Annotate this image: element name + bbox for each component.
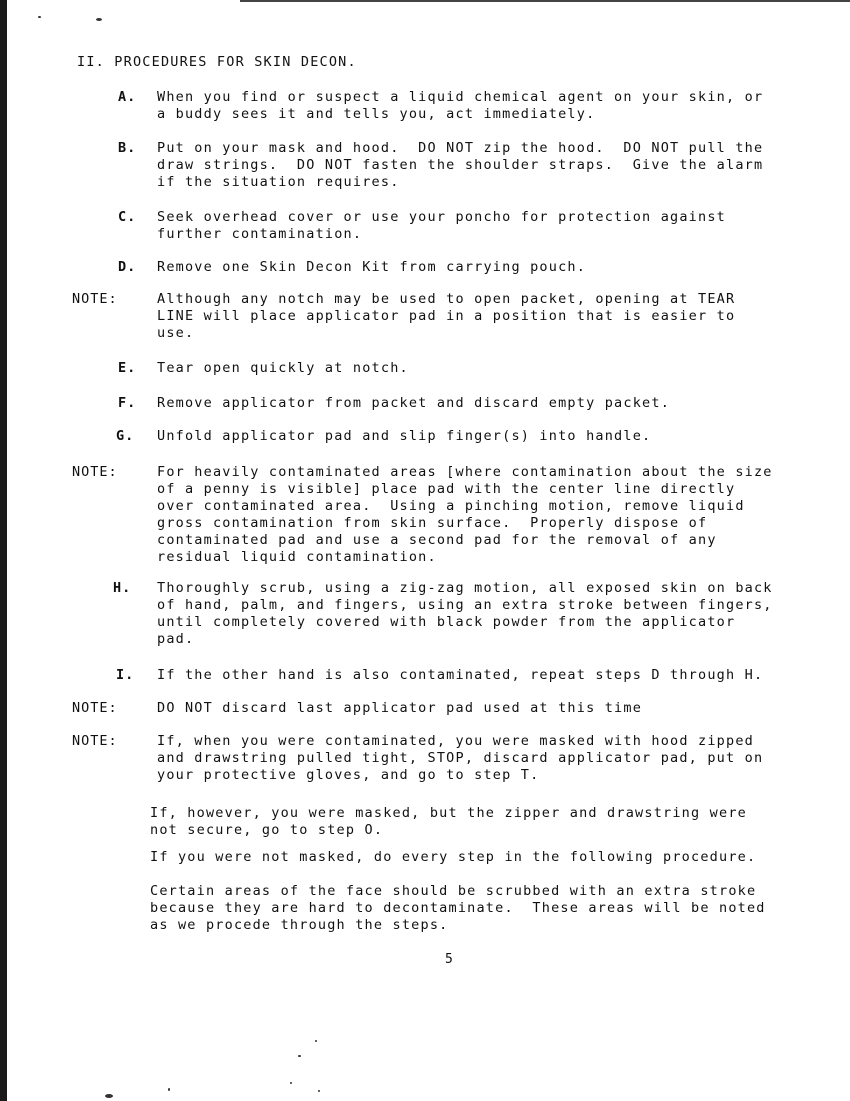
item-text [157,428,651,445]
text-line: Remove applicator from packet and discard empty packet. [157,395,671,411]
item-text [157,89,763,123]
text-line: Seek overhead cover or use your poncho for protection against [157,209,726,225]
text-line: if the situation requires. [157,174,400,190]
scan-top-rule [240,0,850,2]
text-line: over contaminated area. Using a pinching motion, remove liquid [157,498,745,514]
item-text [157,360,409,377]
text-line: Put on your mask and hood. DO NOT zip the hood. DO NOT pull the [157,140,764,156]
step-label: B. [118,140,137,156]
text-line: and drawstring pulled tight, STOP, discard applicator pad, put on [157,750,764,766]
text-line: a buddy sees it and tells you, act immediately. [157,106,596,122]
item-text [157,259,586,276]
text-line: When you find or suspect a liquid chemical agent on your skin, or [157,89,764,105]
step-label: E. [118,360,137,376]
step-label: G. [116,428,135,444]
note-label: NOTE: [72,733,118,749]
text-line: use. [157,325,195,341]
text-line: If, however, you were masked, but the zipper and drawstring were [150,805,747,821]
scan-edge-bar [0,0,7,1101]
text-line: gross contamination from skin surface. Properly dispose of [157,515,708,531]
scan-speck [96,18,102,21]
step-label: C. [118,209,137,225]
text-line: DO NOT discard last applicator pad used at this time [157,700,643,716]
text-line: For heavily contaminated areas [where contamination about the size [157,464,773,480]
item-text [157,291,735,342]
item-text [157,733,763,784]
text-line: draw strings. DO NOT fasten the shoulder straps. Give the alarm [157,157,764,173]
text-line: Tear open quickly at notch. [157,360,409,376]
text-line: residual liquid contamination. [157,549,437,565]
text-line: pad. [157,631,195,647]
scan-speck [105,1094,113,1098]
section-heading: II. PROCEDURES FOR SKIN DECON. [77,54,357,70]
text-line: Unfold applicator pad and slip finger(s) into handle. [157,428,652,444]
item-text [157,464,773,566]
text-line: because they are hard to decontaminate. These areas will be noted [150,900,766,916]
text-line: of a penny is visible] place pad with the center line directly [157,481,736,497]
step-label: D. [118,259,137,275]
note-label: NOTE: [72,291,118,307]
scan-speck [38,16,41,18]
body-paragraph [150,849,756,866]
step-label: I. [116,667,135,683]
text-line: of hand, palm, and fingers, using an extra stroke between fingers, [157,597,773,613]
scan-speck [318,1090,320,1092]
item-text [157,580,773,648]
text-line: LINE will place applicator pad in a position that is easier to [157,308,736,324]
item-text [157,209,726,243]
text-line: If the other hand is also contaminated, repeat steps D through H. [157,667,764,683]
step-label: F. [118,395,137,411]
item-text [157,395,670,412]
text-line: Remove one Skin Decon Kit from carrying pouch. [157,259,587,275]
text-line: until completely covered with black powder from the applicator [157,614,736,630]
page-number: 5 [445,952,453,967]
scan-speck [290,1082,292,1084]
text-line: not secure, go to step O. [150,822,384,838]
item-text [157,667,763,684]
text-line: Although any notch may be used to open packet, opening at TEAR [157,291,736,307]
scan-speck [168,1088,170,1091]
text-line: as we procede through the steps. [150,917,449,933]
text-line: further contamination. [157,226,363,242]
text-line: contaminated pad and use a second pad for the removal of any [157,532,717,548]
text-line: If, when you were contaminated, you were masked with hood zipped [157,733,754,749]
item-text [157,700,642,717]
scan-speck [298,1055,301,1057]
step-label: A. [118,89,137,105]
step-label: H. [113,580,132,596]
body-paragraph [150,883,766,934]
body-paragraph [150,805,747,839]
text-line: Thoroughly scrub, using a zig-zag motion, all exposed skin on back [157,580,773,596]
text-line: Certain areas of the face should be scrubbed with an extra stroke [150,883,757,899]
item-text [157,140,763,191]
note-label: NOTE: [72,700,118,716]
note-label: NOTE: [72,464,118,480]
text-line: If you were not masked, do every step in the following procedure. [150,849,757,865]
scan-speck [315,1040,317,1042]
text-line: your protective gloves, and go to step T. [157,767,540,783]
